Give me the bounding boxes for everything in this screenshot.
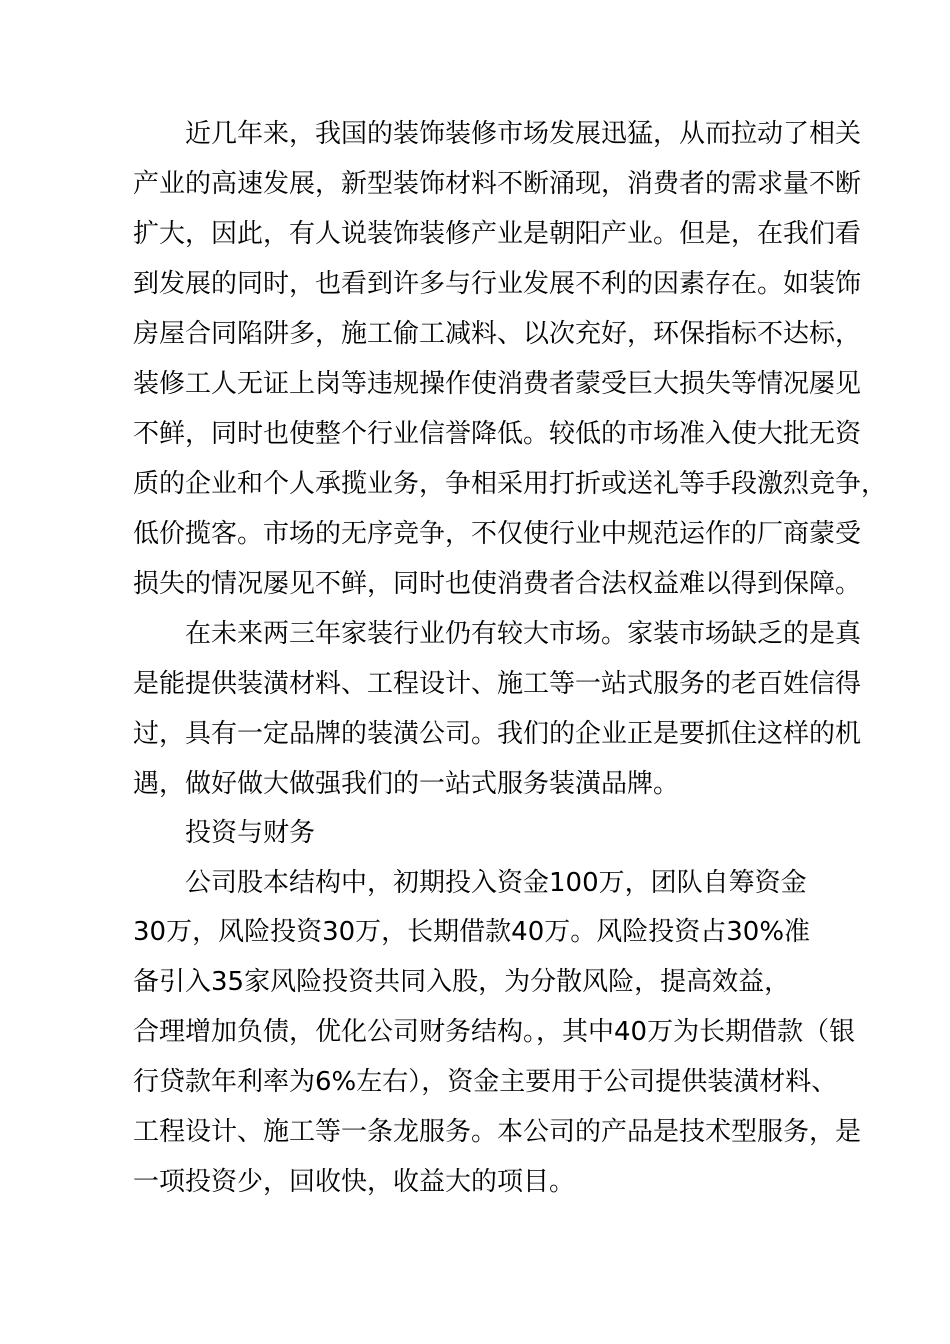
paragraph-1-line-9: 低价揽客。市场的无序竞争，不仅使行业中规范运作的厂商蒙受: [133, 519, 862, 549]
paragraph-1-line-1: 近几年来，我国的装饰装修市场发展迅猛，从而拉动了相关: [185, 119, 862, 149]
paragraph-3-line-5: 行贷款年利率为6%左右），资金主要用于公司提供装潢材料、: [133, 1067, 838, 1097]
paragraph-2-line-3: 过，具有一定品牌的装潢公司。我们的企业正是要抓住这样的机: [133, 719, 862, 749]
paragraph-1-line-8: 质的企业和个人承揽业务，争相采用打折或送礼等手段激烈竞争，: [133, 469, 888, 499]
paragraph-2-line-1: 在未来两三年家装行业仍有较大市场。家装市场缺乏的是真: [185, 619, 862, 649]
paragraph-1-line-6: 装修工人无证上岗等违规操作使消费者蒙受巨大损失等情况屡见: [133, 369, 862, 399]
paragraph-2-line-4: 遇，做好做大做强我们的一站式服务装潢品牌。: [133, 769, 680, 799]
paragraph-3-line-4: 合理增加负债，优化公司财务结构。，其中40万为长期借款（银: [133, 1017, 856, 1047]
paragraph-3-line-3: 备引入35家风险投资共同入股，为分散风险，提高效益，: [133, 967, 791, 997]
paragraph-1-line-7: 不鲜，同时也使整个行业信誉降低。较低的市场准入使大批无资: [133, 419, 862, 449]
section-heading: 投资与财务: [185, 818, 316, 848]
paragraph-1-line-10: 损失的情况屡见不鲜，同时也使消费者合法权益难以得到保障。: [133, 569, 862, 599]
paragraph-1-line-2: 产业的高速发展，新型装饰材料不断涌现，消费者的需求量不断: [133, 169, 862, 199]
paragraph-3-line-6: 工程设计、施工等一条龙服务。本公司的产品是技术型服务，是: [133, 1117, 862, 1147]
paragraph-1-line-5: 房屋合同陷阱多，施工偷工减料、以次充好，环保指标不达标，: [133, 319, 862, 349]
paragraph-3-line-2: 30万，风险投资30万，长期借款40万。风险投资占30%准: [133, 917, 811, 947]
paragraph-1-line-4: 到发展的同时，也看到许多与行业发展不利的因素存在。如装饰: [133, 269, 862, 299]
paragraph-3-line-7: 一项投资少，回收快，收益大的项目。: [133, 1167, 576, 1197]
paragraph-3-line-1: 公司股本结构中，初期投入资金100万，团队自筹资金: [185, 868, 807, 898]
paragraph-2-line-2: 是能提供装潢材料、工程设计、施工等一站式服务的老百姓信得: [133, 669, 862, 699]
paragraph-1-line-3: 扩大，因此，有人说装饰装修产业是朝阳产业。但是，在我们看: [133, 219, 862, 249]
